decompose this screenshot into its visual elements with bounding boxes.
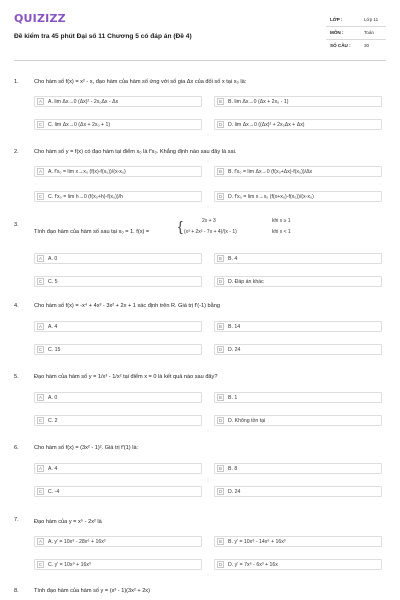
worksheet-header	[14, 12, 386, 56]
option-letter: A	[37, 394, 44, 401]
option-text: B. 8	[228, 465, 238, 472]
meta-label: SỐ CÂU :	[330, 43, 351, 48]
option-letter: B	[217, 323, 224, 330]
brand-logo: QUIZIZZ	[14, 12, 66, 25]
option-text: C. y' = 10x⁹ + 16x³	[48, 561, 91, 568]
question-number: 2.	[14, 149, 19, 155]
option-a[interactable]	[34, 96, 202, 107]
option-text: C. lim Δx→0 (Δx + 2x₀ + 1)	[48, 121, 111, 128]
option-c[interactable]	[34, 119, 202, 130]
option-letter: A	[37, 255, 44, 262]
option-text: D. lim Δx→0 ((Δx)² + 2x₀Δx + Δx)	[228, 121, 305, 128]
option-b[interactable]	[214, 166, 382, 177]
piecewise-top-expr: 2x + 3	[202, 218, 216, 224]
option-d[interactable]	[214, 415, 382, 426]
option-text: D. 24	[228, 346, 241, 353]
question-number: 7.	[14, 517, 19, 523]
option-letter: C	[38, 279, 43, 284]
question-number: 6.	[14, 445, 19, 451]
question-number: 8.	[14, 588, 19, 594]
option-c[interactable]	[34, 415, 202, 426]
meta-panel	[326, 14, 386, 53]
question-number: 5.	[14, 374, 19, 380]
option-letter: D	[218, 347, 223, 352]
option-text: C. 2	[48, 417, 58, 424]
option-letter: A	[37, 168, 44, 175]
option-c[interactable]	[34, 276, 202, 287]
meta-row-subject	[326, 27, 386, 40]
option-a[interactable]	[34, 536, 202, 547]
question-text: Cho hàm số f(x) = -x⁴ + 4x³ - 3x² + 2x + 1 xác định trên R. Giá trị f'(-1) bằng	[34, 303, 220, 309]
option-text: D. f'x₀ = lim x→x₀ (f(x+x₀)-f(x₀))/(x-x₀)	[228, 193, 314, 200]
option-letter: A	[37, 323, 44, 330]
piecewise-top-cond: khi x ≥ 1	[272, 218, 291, 224]
option-letter: A	[37, 465, 44, 472]
meta-row-question-count	[326, 40, 386, 53]
option-text: D. 24	[228, 488, 241, 495]
option-letter: B	[217, 255, 224, 262]
option-text: B. lim Δx→0 (Δx + 2x₀ - 1)	[228, 98, 289, 105]
option-letter: C	[38, 418, 43, 423]
option-text: A. 0	[48, 255, 58, 262]
option-text: A. y' = 10x⁹ - 28x⁶ + 16x³	[48, 538, 106, 545]
option-c[interactable]	[34, 344, 202, 355]
question-number: 3.	[14, 222, 19, 228]
piecewise-bottom-expr: (x³ + 2x² - 7x + 4)/(x - 1)	[184, 229, 237, 235]
option-a[interactable]	[34, 253, 202, 264]
question-number: 1.	[14, 79, 19, 85]
question-text: Đạo hàm của hàm số y = 1/x³ - 1/x² tại điểm x = 0 là kết quả nào sau đây?	[34, 374, 218, 380]
option-c[interactable]	[34, 559, 202, 570]
option-d[interactable]	[214, 486, 382, 497]
question-text: Tính đạo hàm của hàm số y = (x³ - 1)(3x² + 2x)	[34, 588, 150, 594]
option-d[interactable]	[214, 191, 382, 202]
question-text: Cho hàm số y = f(x) có đạo hàm tại điểm x₀ là f'x₀. Khẳng định nào sau đây là sai.	[34, 149, 237, 155]
option-letter: A	[37, 98, 44, 105]
option-text: C. f'x₀ = lim h→0 (f(x₀+h)-f(x₀))/h	[48, 193, 123, 200]
brace-icon: {	[178, 218, 183, 234]
option-c[interactable]	[34, 191, 202, 202]
option-text: C. 5	[48, 278, 58, 285]
meta-value: 30	[364, 43, 370, 48]
option-d[interactable]	[214, 119, 382, 130]
option-b[interactable]	[214, 96, 382, 107]
option-text: D. Không tồn tại	[228, 417, 266, 424]
option-letter: A	[37, 538, 44, 545]
option-a[interactable]	[34, 463, 202, 474]
option-text: C. -4	[48, 488, 60, 495]
option-b[interactable]	[214, 253, 382, 264]
option-letter: D	[218, 279, 223, 284]
header-divider	[14, 60, 386, 61]
option-letter: B	[217, 98, 224, 105]
meta-row-class	[326, 14, 386, 27]
piecewise-bottom-cond: khi x < 1	[272, 229, 291, 235]
meta-value: Lớp 11	[364, 17, 379, 22]
option-letter: D	[218, 194, 223, 199]
option-b[interactable]	[214, 536, 382, 547]
question-number: 4.	[14, 303, 19, 309]
option-c[interactable]	[34, 486, 202, 497]
option-text: B. y' = 10x⁹ - 14x⁶ + 16x³	[228, 538, 286, 545]
option-a[interactable]	[34, 392, 202, 403]
option-text: A. 4	[48, 323, 58, 330]
option-a[interactable]	[34, 321, 202, 332]
option-letter: C	[38, 122, 43, 127]
question-text: Tính đạo hàm của hàm số sau tại x₀ = 1. f(x) =	[34, 229, 150, 235]
option-b[interactable]	[214, 321, 382, 332]
option-text: C. 15	[48, 346, 61, 353]
option-letter: D	[218, 418, 223, 423]
option-text: B. f'x₀ = lim Δx→0 (f(x₀+Δx)-f(x₀))/Δx	[228, 168, 313, 175]
option-text: B. 1	[228, 394, 238, 401]
option-letter: D	[218, 122, 223, 127]
option-text: A. 0	[48, 394, 58, 401]
meta-label: LỚP :	[330, 17, 343, 22]
option-letter: C	[38, 347, 43, 352]
option-text: D. y' = 7x⁶ - 6x³ + 16x	[228, 561, 278, 568]
question-text: Cho hàm số f(x) = (3x² - 1)². Giá trị f'(1) là:	[34, 445, 139, 451]
option-text: A. 4	[48, 465, 58, 472]
page-title: Đề kiểm tra 45 phút Đại số 11 Chương 5 có đáp án (Đề 4)	[14, 33, 192, 40]
question-text: Đạo hàm của y = x⁵ - 2x² là	[34, 519, 102, 525]
option-d[interactable]	[214, 559, 382, 570]
option-letter: B	[217, 168, 224, 175]
option-letter: B	[217, 394, 224, 401]
option-b[interactable]	[214, 392, 382, 403]
option-letter: D	[218, 562, 223, 567]
meta-value: Toán	[364, 30, 374, 35]
option-text: D. Đáp án khác	[228, 278, 264, 285]
question-text: Cho hàm số f(x) = x² - x, đạo hàm của hàm số ứng với số gia Δx của đối số x tại x₀ là:	[34, 79, 247, 85]
option-letter: C	[38, 489, 43, 494]
option-letter: B	[217, 465, 224, 472]
option-d[interactable]	[214, 276, 382, 287]
meta-label: MÔN :	[330, 30, 344, 35]
option-letter: C	[38, 562, 43, 567]
option-letter: C	[38, 194, 43, 199]
option-a[interactable]	[34, 166, 202, 177]
option-text: A. f'x₀ = lim x→x₀ (f(x)-f(x₀))/(x-x₀)	[48, 168, 126, 175]
option-b[interactable]	[214, 463, 382, 474]
option-text: A. lim Δx→0 (Δx)² - 2x₀Δx - Δx	[48, 98, 119, 105]
option-text: B. 4	[228, 255, 238, 262]
option-letter: D	[218, 489, 223, 494]
option-d[interactable]	[214, 344, 382, 355]
option-text: B. 14	[228, 323, 241, 330]
option-letter: B	[217, 538, 224, 545]
